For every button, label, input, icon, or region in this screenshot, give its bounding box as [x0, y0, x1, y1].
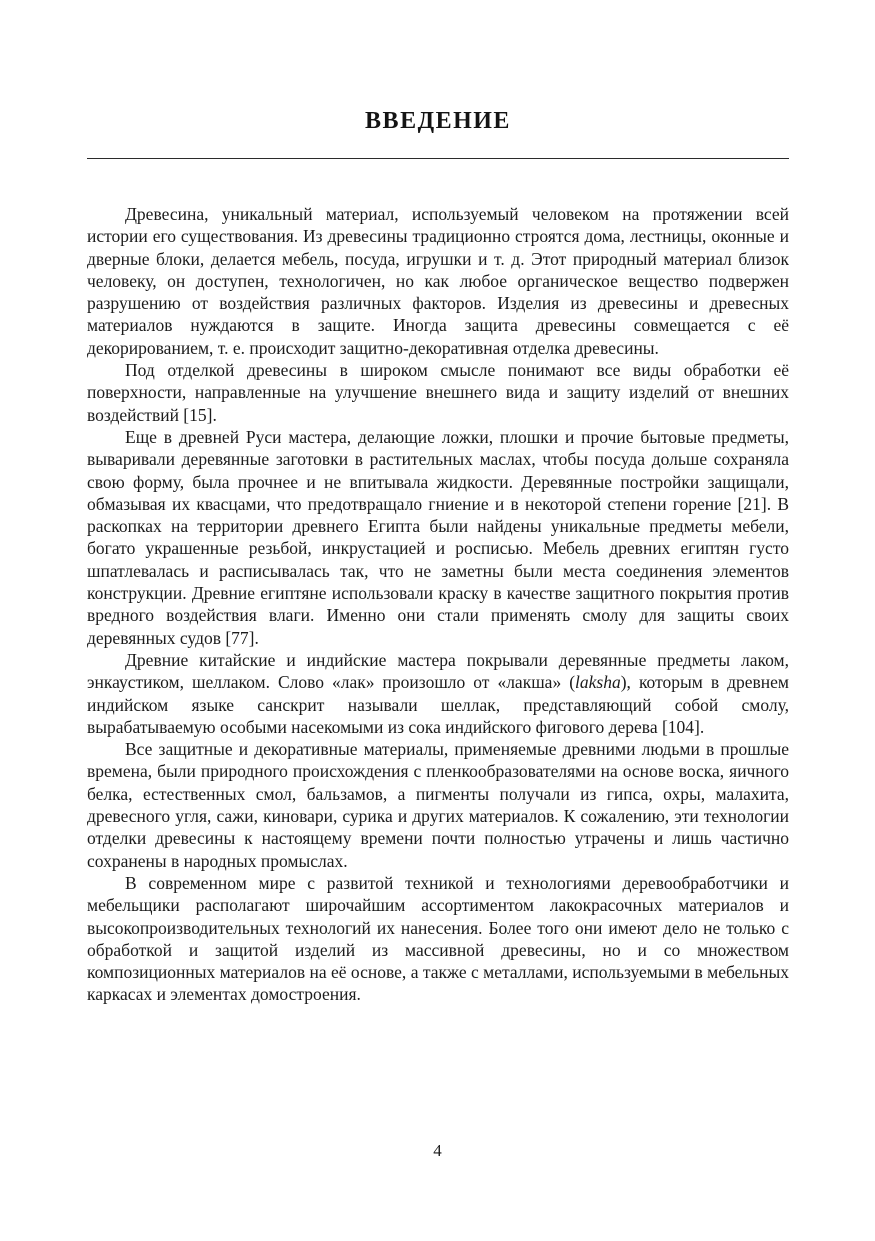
page-title: ВВЕДЕНИЕ	[365, 108, 511, 134]
paragraph-text: Под отделкой древесины в широком смысле понимают все виды обработки её поверхности, направленные на улучшение внешнего вида и защиту изделий от внешних воздействий [15].	[87, 360, 789, 425]
paragraph-text: Древесина, уникальный материал, используемый человеком на протяжении всей истории его существования. Из древесины традиционно строятся дома, лестницы, оконные и дверные блоки, делается мебель, посуда, игрушки и т. д. Этот природный материал близок человеку, он доступен, технологичен, но как любое органическое вещество подвержен разрушению от воздействия различных факторов. Изделия из древесины и древесных материалов нуждаются в защите. Иногда защита древесины совмещается с её декорированием, т. е. происходит защитно-декоративная отделка древесины.	[87, 204, 789, 358]
paragraph-text: ), которым в древнем индийском языке санскрит называли шеллак, представляющий собой смолу, вырабатываемую особыми насекомыми из сока индийского фигового дерева [104].	[87, 672, 789, 737]
paragraph-4	[87, 649, 789, 738]
paragraph-2	[87, 359, 789, 426]
italic-term-laksha: laksha	[575, 672, 621, 693]
page-number: 4	[433, 1141, 442, 1160]
paragraph-6	[87, 872, 789, 1006]
paragraph-5	[87, 738, 789, 872]
paragraph-text: Все защитные и декоративные материалы, применяемые древними людьми в прошлые времена, были природного происхождения с пленкообразователями на основе воска, яичного белка, естественных смол, бальзамов, а пигменты получали из гипса, охры, малахита, древесного угля, сажи, киновари, сурика и других материалов. К сожалению, эти технологии отделки древесины к настоящему времени почти полностью утрачены и лишь частично сохранены в народных промыслах.	[87, 739, 789, 871]
paragraph-text: Еще в древней Руси мастера, делающие ложки, плошки и прочие бытовые предметы, вываривали деревянные заготовки в растительных маслах, чтобы посуда дольше сохраняла свою форму, была прочнее и не впитывала жидкости. Деревянные постройки защищали, обмазывая их квасцами, что предотвращало гниение и в некоторой степени горение [21]. В раскопках на территории древнего Египта были найдены уникальные предметы мебели, богато украшенные резьбой, инкрустацией и росписью. Мебель древних египтян густо шпатлевалась и расписывалась так, что не заметны были места соединения элементов конструкции. Древние египтяне использовали краску в качестве защитного покрытия против вредного воздействия влаги. Именно они стали применять смолу для защиты своих деревянных судов [77].	[87, 426, 789, 648]
paragraph-text: Древние китайские и индийские мастера покрывали деревянные предметы лаком, энкаустиком, шеллаком. Слово «лак» произошло от «лакша» (	[87, 649, 789, 693]
title-divider	[87, 158, 789, 159]
paragraph-1	[87, 203, 789, 359]
paragraph-text: В современном мире с развитой техникой и технологиями деревообработчики и мебельщики располагают широчайшим ассортиментом лакокрасочных материалов и высокопроизводительных технологий их нанесения. Более того они имеют дело не только с обработкой и защитой изделий из массивной древесины, но и со множеством композиционных материалов на её основе, а также с металлами, используемыми в мебельных каркасах и элементах домостроения.	[87, 872, 789, 1005]
body-text	[87, 203, 789, 1006]
paragraph-3	[87, 426, 789, 649]
